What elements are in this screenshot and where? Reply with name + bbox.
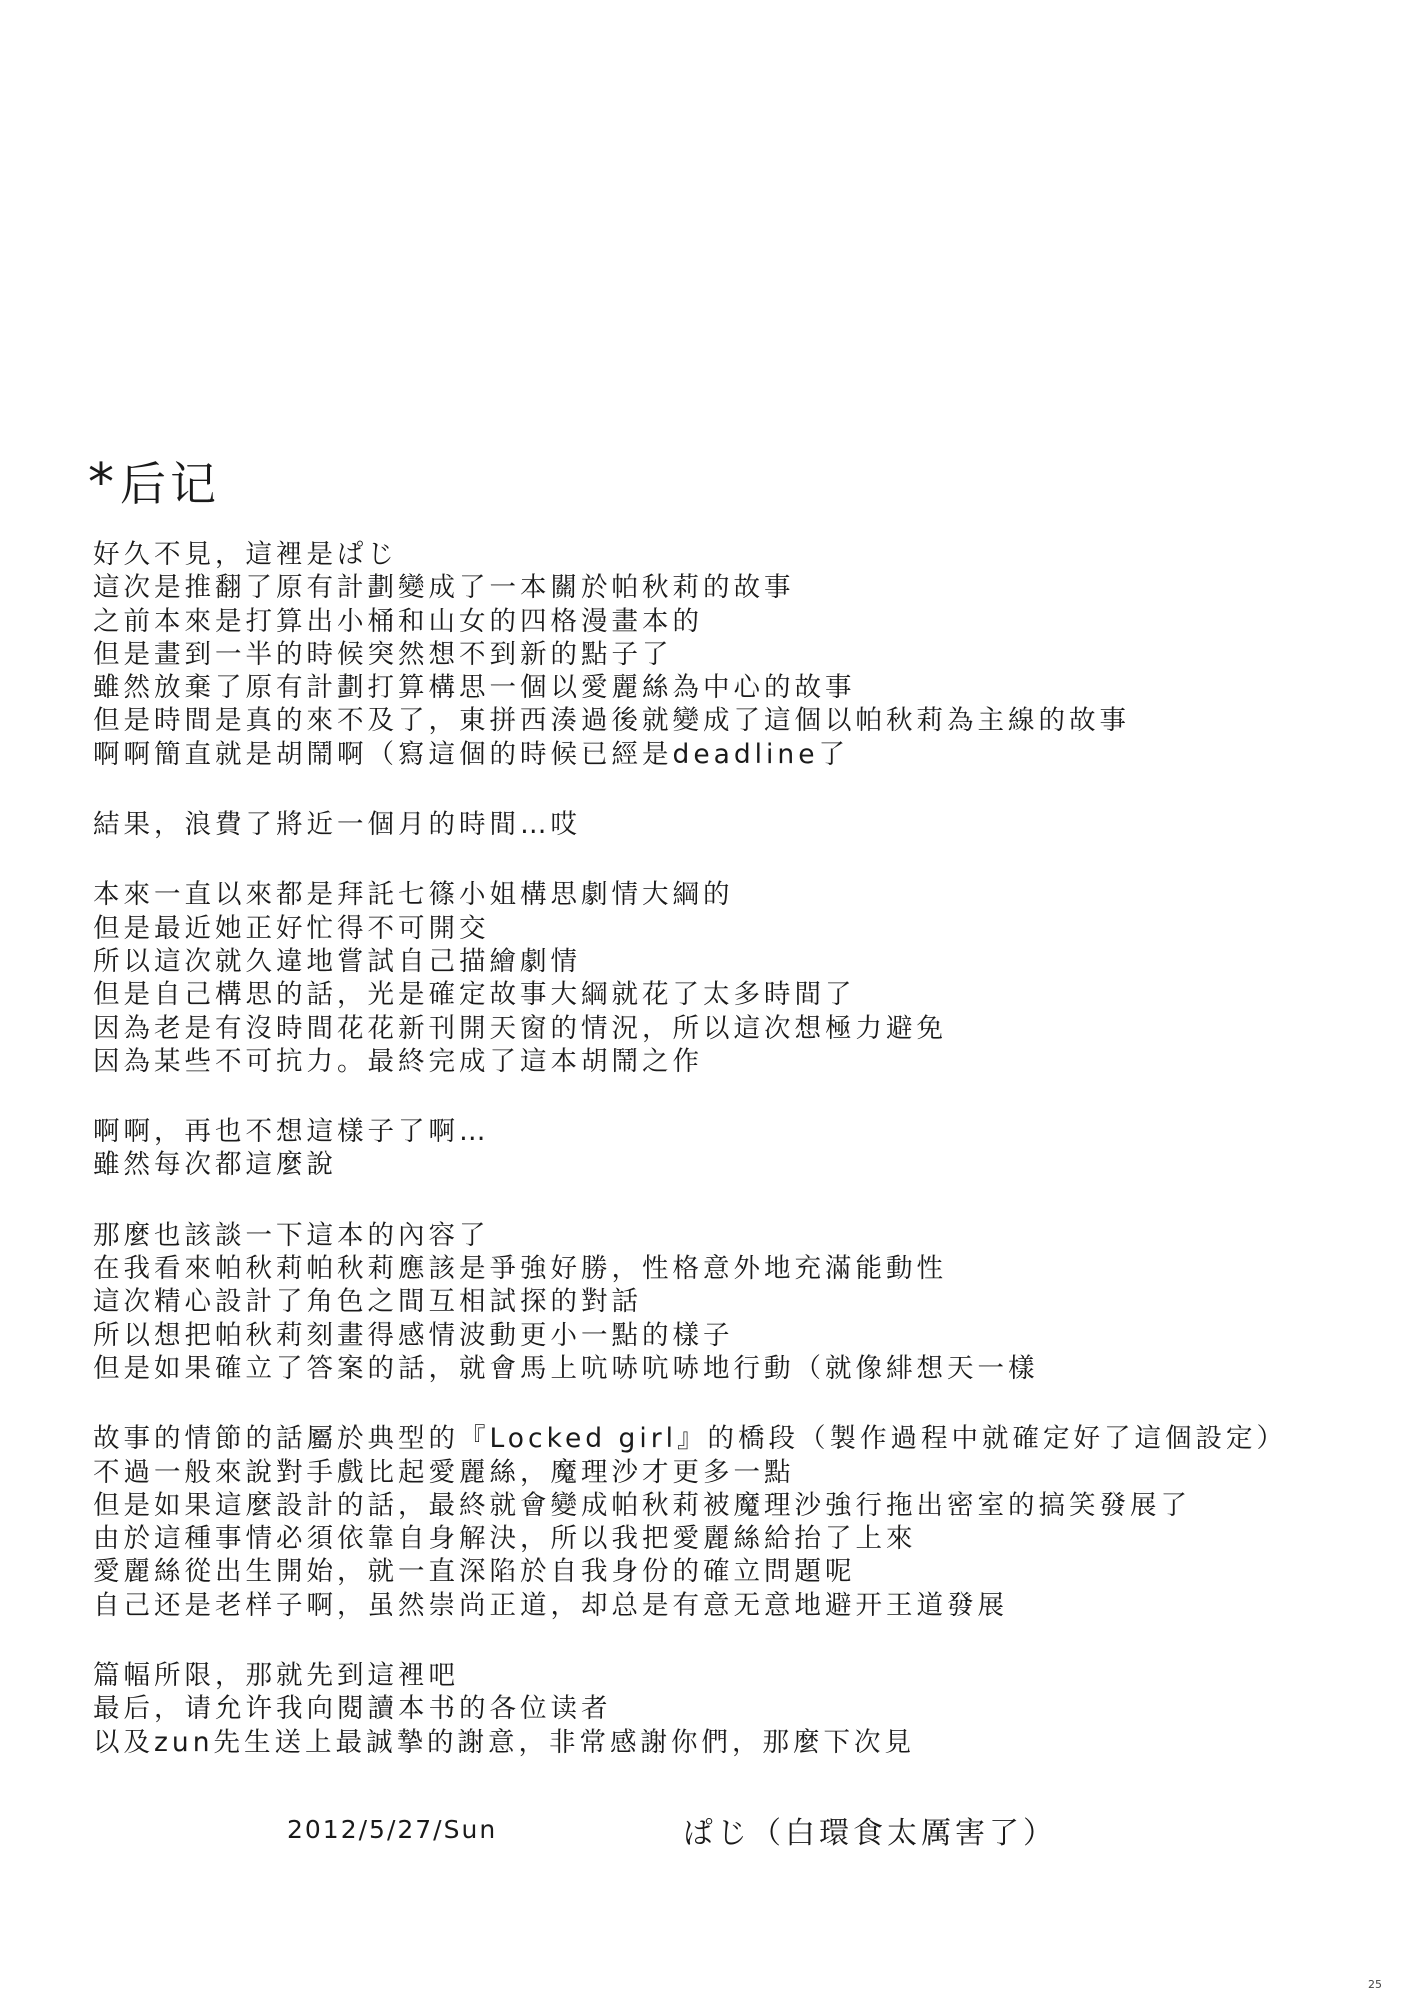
text-line: 雖然放棄了原有計劃打算構思一個以愛麗絲為中心的故事 <box>93 672 856 704</box>
text-line: 本來一直以來都是拜託七篠小姐構思劇情大綱的 <box>93 879 734 911</box>
text-line: 但是如果確立了答案的話，就會馬上吭哧吭哧地行動（就像緋想天一樣 <box>93 1352 1039 1384</box>
page-number: 25 <box>1368 1978 1382 1991</box>
text-line: 那麼也該談一下這本的內容了 <box>93 1219 490 1251</box>
text-line: 好久不見，這裡是ぱじ <box>93 539 398 570</box>
text-line: 所以想把帕秋莉刻畫得感情波動更小一點的樣子 <box>93 1319 734 1351</box>
text-line: 雖然每次都這麼說 <box>93 1149 337 1181</box>
text-line: 但是自己構思的話，光是確定故事大綱就花了太多時間了 <box>93 979 856 1011</box>
paragraph-2 <box>93 808 1353 841</box>
paragraph-1 <box>93 538 1353 771</box>
afterword-body <box>93 538 1353 1796</box>
text-line: 故事的情節的話屬於典型的『Locked girl』的橋段（製作過程中就確定好了這個設定） <box>93 1423 1287 1455</box>
text-line: 所以這次就久違地嘗試自己描繪劇情 <box>93 945 581 977</box>
text-line: 這次是推翻了原有計劃變成了一本關於帕秋莉的故事 <box>93 572 795 604</box>
heading-title: 后记 <box>120 457 220 511</box>
text-line: 但是畫到一半的時候突然想不到新的點子了 <box>93 638 673 670</box>
text-line: 以及zun先生送上最誠摯的謝意，非常感謝你們，那麼下次見 <box>93 1726 916 1758</box>
text-line: 愛麗絲從出生開始，就一直深陷於自我身份的確立問題呢 <box>93 1556 856 1588</box>
paragraph-7 <box>93 1659 1353 1759</box>
text-line: 啊啊，再也不想這樣子了啊… <box>93 1116 490 1148</box>
author-signature: ぱじ（白環食太厲害了） <box>683 1816 1057 1851</box>
text-line: 但是時間是真的來不及了，東拼西湊過後就變成了這個以帕秋莉為主線的故事 <box>93 705 1130 737</box>
text-line: 但是最近她正好忙得不可開交 <box>93 912 490 944</box>
text-line: 最后，请允许我向閱讀本书的各位读者 <box>93 1693 612 1725</box>
text-line: 在我看來帕秋莉帕秋莉應該是爭強好勝，性格意外地充滿能動性 <box>93 1253 947 1285</box>
text-line: 篇幅所限，那就先到這裡吧 <box>93 1660 459 1692</box>
text-line: 由於這種事情必須依靠自身解決，所以我把愛麗絲給抬了上來 <box>93 1523 917 1555</box>
asterisk-mark: * <box>88 453 118 513</box>
text-line: 但是如果這麼設計的話，最終就會變成帕秋莉被魔理沙強行拖出密室的搞笑發展了 <box>93 1489 1191 1521</box>
text-line: 啊啊簡直就是胡鬧啊（寫這個的時候已經是deadline了 <box>93 738 850 770</box>
text-line: 因為老是有沒時間花花新刊開天窗的情況，所以這次想極力避免 <box>93 1012 947 1044</box>
afterword-heading <box>88 455 220 512</box>
text-line: 這次精心設計了角色之間互相試探的對話 <box>93 1286 642 1318</box>
paragraph-5 <box>93 1219 1353 1385</box>
text-line: 結果，浪費了將近一個月的時間…哎 <box>93 809 581 841</box>
text-line: 不過一般來說對手戲比起愛麗絲，魔理沙才更多一點 <box>93 1456 795 1488</box>
text-line: 自己还是老样子啊，虽然崇尚正道，却总是有意无意地避开王道發展 <box>93 1589 1008 1621</box>
text-line: 因為某些不可抗力。最終完成了這本胡鬧之作 <box>93 1045 703 1077</box>
paragraph-6 <box>93 1422 1353 1622</box>
paragraph-4 <box>93 1115 1353 1182</box>
paragraph-3 <box>93 878 1353 1078</box>
text-line: 之前本來是打算出小桶和山女的四格漫畫本的 <box>93 605 703 637</box>
footer-date: 2012/5/27/Sun <box>287 1815 498 1844</box>
